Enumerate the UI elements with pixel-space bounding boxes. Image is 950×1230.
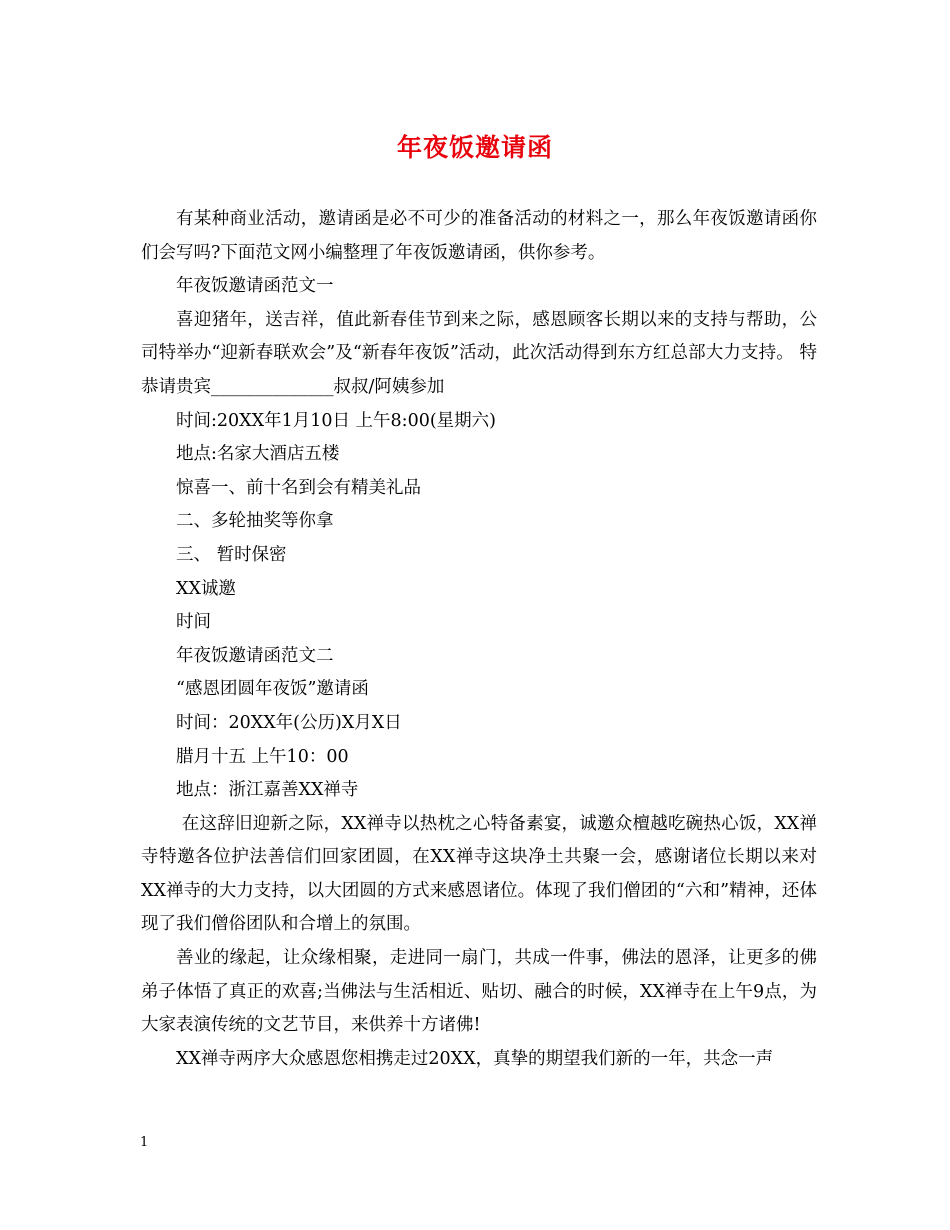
paragraph: 有某种商业活动，邀请函是必不可少的准备活动的材料之一，那么年夜饭邀请函你们会写吗?下面范文网小编整理了年夜饭邀请函，供你参考。	[141, 209, 817, 263]
paragraph: 三、 暂时保密	[176, 544, 287, 565]
document-title: 年夜饭邀请函	[396, 133, 553, 162]
paragraph: 在这辞旧迎新之际，XX禅寺以热枕之心特备素宴，诚邀众檀越吃碗热心饭，XX禅寺特邀各位护法善信们回家团圆，在XX禅寺这块净土共聚一会，感谢诸位长期以来对XX禅寺的大力支持，以大团圆的方式来感恩诸位。体现了我们僧团的“六和”精神，还体现了我们僧俗团队和合增上的氛围。	[141, 813, 817, 935]
paragraph: 善业的缘起，让众缘相聚，走进同一扇门，共成一件事，佛法的恩泽，让更多的佛弟子体悟了真正的欢喜;当佛法与生活相近、贴切、融合的时候，XX禅寺在上午9点，为大家表演传统的文艺节目，来供养十方诸佛!	[141, 948, 817, 1036]
paragraph: 年夜饭邀请函范文一	[176, 276, 334, 297]
paragraph: 年夜饭邀请函范文二	[176, 645, 334, 666]
paragraph: 地点：浙江嘉善XX禅寺	[176, 780, 359, 801]
paragraph: 时间：20XX年(公历)X月X日	[176, 712, 402, 733]
paragraph: 喜迎猪年，送吉祥，值此新春佳节到来之际，感恩顾客长期以来的支持与帮助，公司特举办“迎新春联欢会”及“新春年夜饭”活动，此次活动得到东方红总部大力支持。 特恭请贵宾______________叔叔/阿姨参加	[141, 309, 817, 397]
paragraph: “感恩团圆年夜饭”邀请函	[176, 679, 369, 700]
paragraph: XX禅寺两序大众感恩您相携走过20XX，真挚的期望我们新的一年，共念一声	[176, 1048, 774, 1069]
paragraph: 二、多轮抽奖等你拿	[176, 511, 334, 532]
paragraph: 地点:名家大酒店五楼	[176, 444, 340, 465]
paragraph: XX诚邀	[176, 578, 236, 599]
paragraph: 时间:20XX年1月10日 上午8:00(星期六)	[176, 410, 496, 431]
page-number: 1	[140, 1135, 149, 1150]
paragraph: 腊月十五 上午10：00	[176, 746, 349, 767]
paragraph: 时间	[176, 612, 211, 633]
document-body	[141, 203, 817, 1076]
paragraph: 惊喜一、前十名到会有精美礼品	[176, 477, 421, 498]
